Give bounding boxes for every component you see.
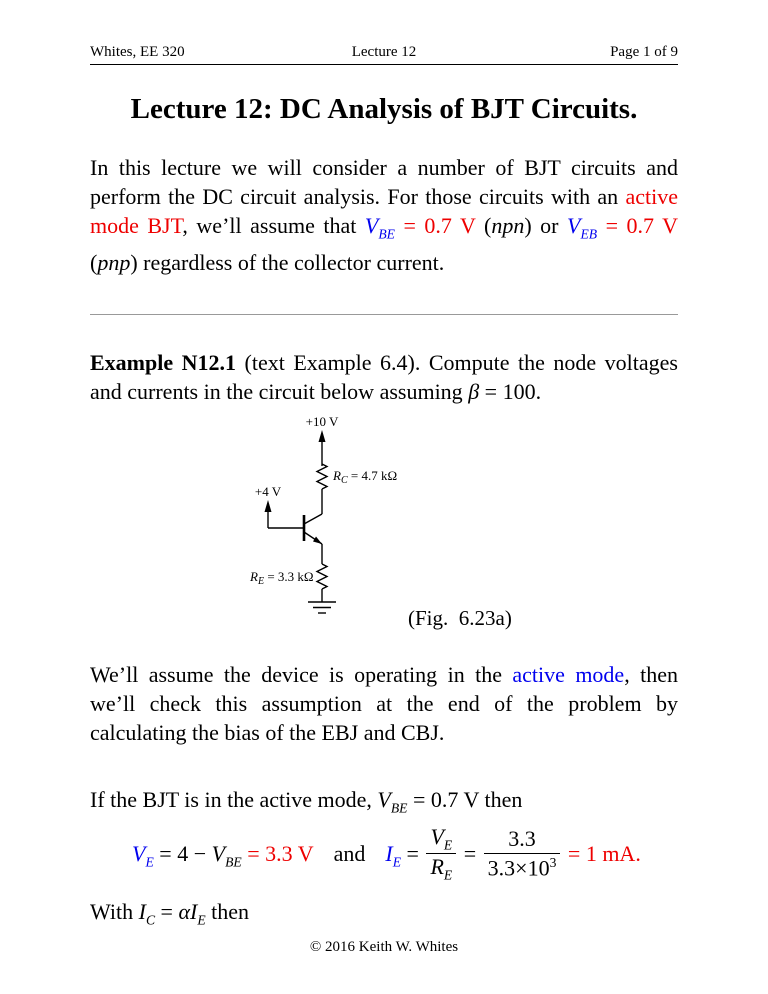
frac-re-letter: R xyxy=(430,854,444,880)
rc-label xyxy=(332,468,397,486)
var-vbe-cond-subscript: BE xyxy=(390,800,408,816)
intro-run-5: ( xyxy=(90,250,98,276)
var-ic xyxy=(138,899,156,928)
intro-run-4: ) or xyxy=(524,213,567,238)
vcc-arrow-icon xyxy=(319,430,326,442)
cond-run-1: If the BJT is in the active mode, xyxy=(90,787,378,813)
var-veb-subscript: EB xyxy=(580,226,598,242)
intro-run-6: ) regardless of the collector current. xyxy=(130,250,445,276)
example-paragraph xyxy=(90,348,678,406)
active-mode-condition-line xyxy=(90,785,678,822)
alpha-relation-line xyxy=(90,897,678,934)
example-run-2: = 100. xyxy=(479,379,542,405)
pnp-label: pnp xyxy=(97,250,131,276)
var-vbe-letter: V xyxy=(364,213,379,238)
cond-run-2: = 0.7 V then xyxy=(407,787,523,813)
intro-run-3: ( xyxy=(484,213,492,238)
assume-run-2: , then we’ll check this assumption at the end of the problem by calculating the bias of the EBJ and CBJ. xyxy=(90,662,678,746)
section-divider xyxy=(90,314,678,315)
page-header xyxy=(90,44,678,61)
re-value: = 3.3 kΩ xyxy=(264,569,314,585)
npn-label: npn xyxy=(491,213,525,238)
rc-letter: R xyxy=(333,468,341,484)
vcc-label: +10 V xyxy=(305,414,339,430)
var-vbe xyxy=(364,213,395,242)
var-vbe-subscript: BE xyxy=(378,226,395,242)
header-lecture-number: Lecture 12 xyxy=(351,44,417,60)
intro-run-2: , we’ll assume that xyxy=(182,213,365,238)
ve-result-red-text: = 3.3 V xyxy=(241,840,314,866)
var-ie-with xyxy=(190,899,206,928)
var-ve xyxy=(132,840,154,870)
header-course: Whites, EE 320 xyxy=(90,44,185,60)
vb-arrow-icon xyxy=(265,500,272,512)
fraction-2-den-exponent: 3 xyxy=(549,854,557,870)
equation-line xyxy=(90,823,678,885)
fraction-2-numerator: 3.3 xyxy=(484,827,561,854)
page-title: Lecture 12: DC Analysis of BJT Circuits. xyxy=(130,93,638,125)
var-veb xyxy=(566,213,598,242)
frac-re xyxy=(430,854,453,883)
var-ve-subscript: E xyxy=(145,854,154,870)
var-vbe-cond xyxy=(377,787,408,816)
var-ie-letter: I xyxy=(385,840,393,866)
var-ie xyxy=(385,840,402,870)
fraction-1-denominator xyxy=(426,854,456,883)
re-resistor xyxy=(317,564,327,589)
eq-and-separator: and xyxy=(333,840,366,866)
example-label: Example N12.1 xyxy=(90,350,237,376)
re-subscript: E xyxy=(257,576,265,588)
figure-caption: (Fig. 6.23a) xyxy=(408,606,512,631)
var-ic-letter: I xyxy=(138,899,146,925)
frac-ve xyxy=(430,823,453,853)
with-run-2: = xyxy=(155,899,179,925)
ie-result-red-text: = 1 mA. xyxy=(562,840,641,866)
var-ve-letter: V xyxy=(132,840,146,866)
eq-mid-1: = 4 − xyxy=(153,840,212,866)
re-label xyxy=(249,569,314,587)
eq-equals-1: = xyxy=(401,840,425,866)
fraction-2-den-base: 3.3×10 xyxy=(487,855,550,881)
intro-run-1: In this lecture we will consider a number of BJT circuits and perform the DC circuit analysis. For those circuits with an xyxy=(90,155,678,209)
assume-run-1: We’ll assume the device is operating in the xyxy=(90,662,513,688)
rc-value: = 4.7 kΩ xyxy=(347,468,398,484)
rc-resistor xyxy=(317,464,327,489)
with-run-3: then xyxy=(205,899,250,925)
vbe-value-red-text: = 0.7 V xyxy=(395,213,484,238)
eq-equals-2: = xyxy=(458,840,482,866)
fraction-ve-over-re xyxy=(426,825,456,883)
active-mode-bjt-red-text: active mode BJT xyxy=(90,184,678,238)
var-ie-with-subscript: E xyxy=(197,912,206,928)
circuit-wires xyxy=(268,441,336,613)
example-run-1: (text Example 6.4). Compute the node voltages and currents in the circuit below assuming xyxy=(90,350,678,405)
page-footer: © 2016 Keith W. Whites xyxy=(309,939,459,955)
active-mode-blue-text: active mode xyxy=(512,662,625,688)
var-veb-letter: V xyxy=(566,213,581,238)
beta-symbol: β xyxy=(468,379,480,405)
var-vbe-eq xyxy=(211,840,242,870)
var-vbe-cond-letter: V xyxy=(377,787,391,813)
vb-label: +4 V xyxy=(254,484,282,500)
frac-re-subscript: E xyxy=(443,867,453,883)
fraction-1-numerator xyxy=(426,825,456,855)
fraction-33-over-33e3 xyxy=(484,827,561,881)
var-ie-subscript: E xyxy=(392,854,402,870)
assumption-paragraph xyxy=(90,660,678,747)
header-page-number: Page 1 of 9 xyxy=(610,44,678,60)
alpha-symbol: α xyxy=(178,899,191,925)
fraction-2-denominator xyxy=(484,854,561,881)
circuit-figure xyxy=(90,412,678,646)
collector-lead xyxy=(304,514,322,524)
var-ie-with-letter: I xyxy=(190,899,198,925)
with-run-1: With xyxy=(90,899,139,925)
re-letter: R xyxy=(250,569,258,585)
var-vbe-eq-letter: V xyxy=(211,840,226,866)
frac-ve-subscript: E xyxy=(443,837,453,853)
var-ic-subscript: C xyxy=(145,912,156,928)
header-rule xyxy=(90,64,678,65)
var-vbe-eq-subscript: BE xyxy=(225,854,242,870)
frac-ve-letter: V xyxy=(430,823,444,849)
intro-paragraph xyxy=(90,153,678,277)
veb-value-red-text: = 0.7 V xyxy=(597,213,678,238)
emitter-arrow-icon xyxy=(313,537,322,545)
rc-subscript: C xyxy=(340,475,348,487)
